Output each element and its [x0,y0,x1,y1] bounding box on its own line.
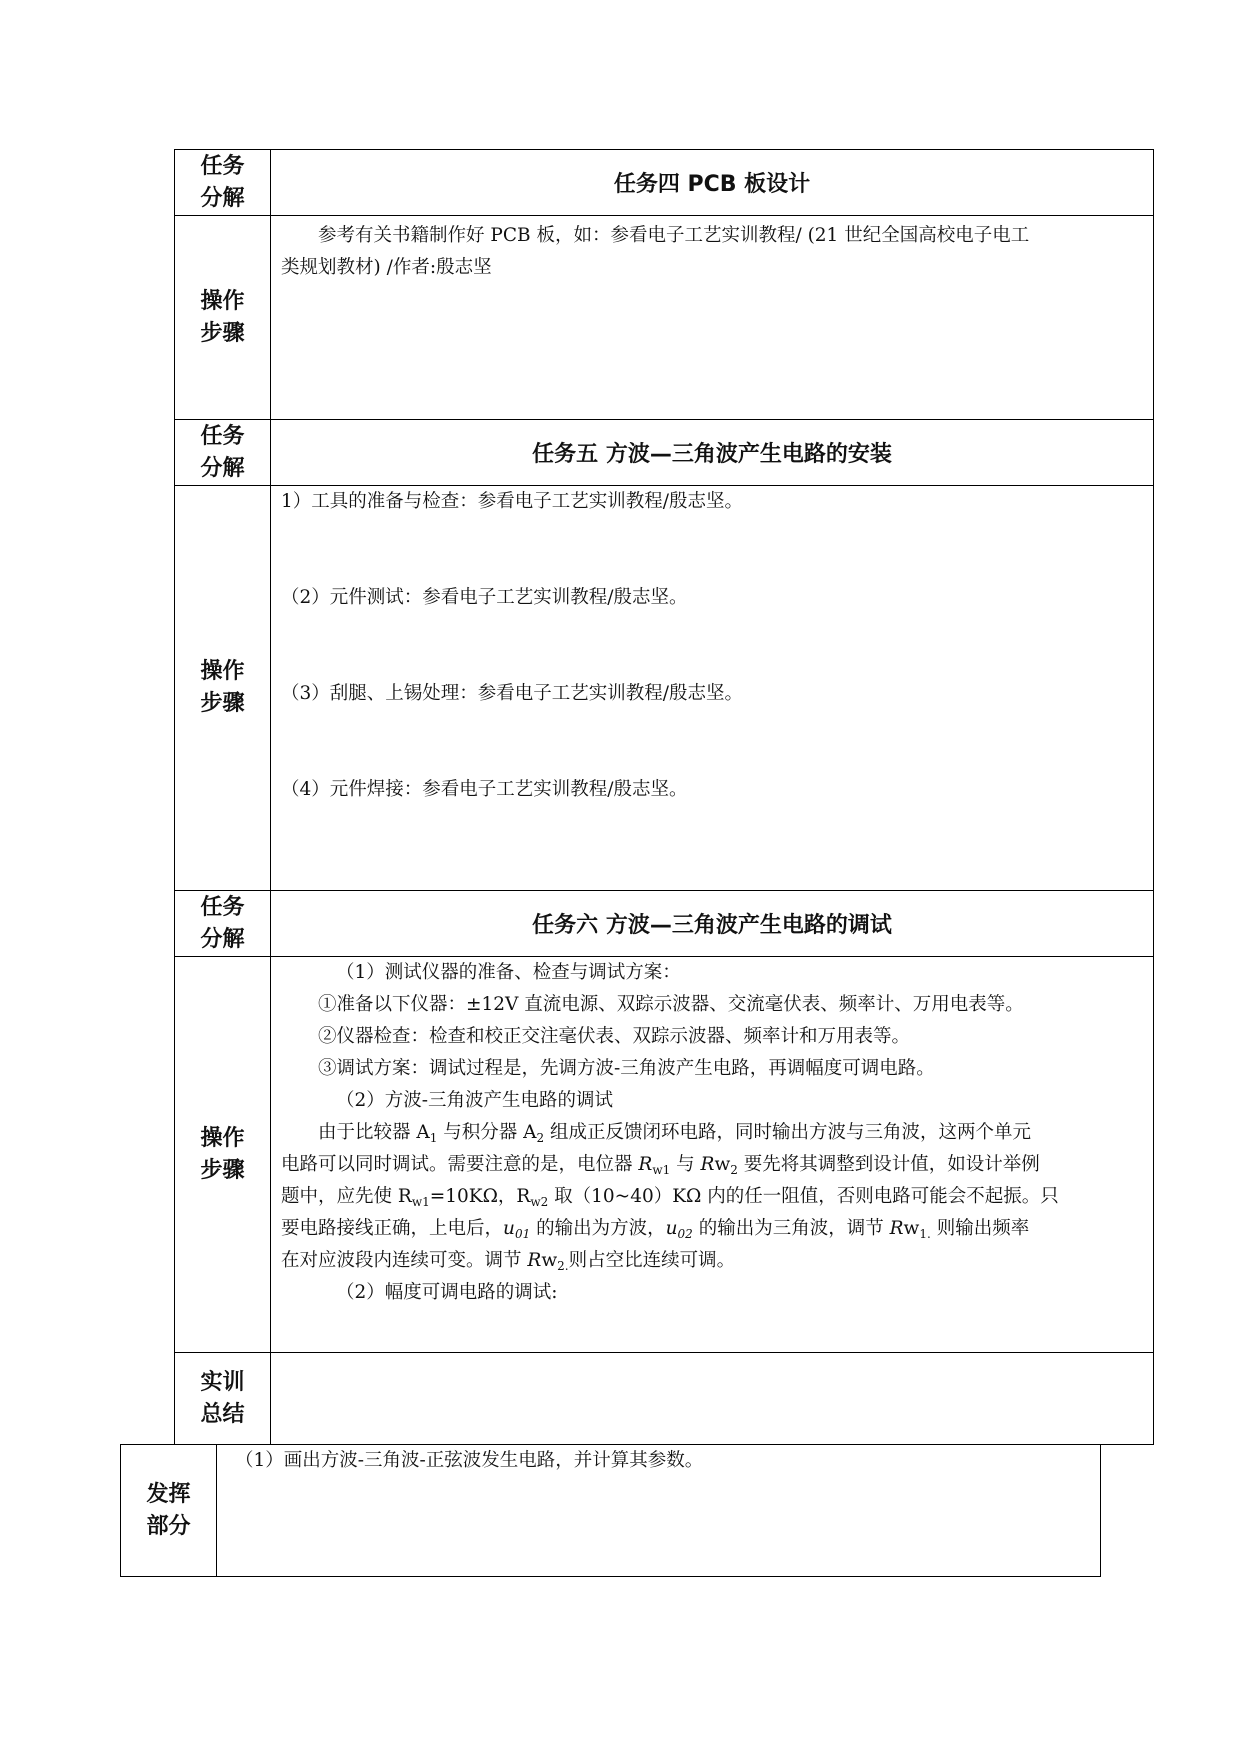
task6-line: （2）方波-三角波产生电路的调试 [336,1090,614,1111]
summary-content [270,1352,1154,1445]
label-line-2: 步骤 [200,691,245,716]
label-line-2: 分解 [200,455,245,481]
label-line-1: 发挥 [146,1481,191,1507]
task6-title-text: 任务六 方波—三角波产生电路的调试 [532,913,892,938]
task5-step-3: （3）刮腿、上锡处理：参看电子工艺实训教程/殷志坚。 [281,683,744,704]
task5-title [270,419,1154,485]
label-line-2: 分解 [200,185,245,211]
task6-title [270,890,1154,956]
label-line-1: 操作 [200,288,245,314]
task4-label [174,149,270,215]
task6-para-line-1: 由于比较器 $A_1$ 与积分器 $A_2$ 组成正反馈闭环电路，同时输出方波与三角波，这两个单元 [318,1122,1032,1145]
label-line-1: 任务 [200,153,245,179]
task6-para-line-2: 电路可以同时调试。需要注意的是，电位器 $R_{w1}$ 与 $Rw_2$ 要先将其调整到设计值，如设计举例 [281,1154,1040,1177]
label-line-1: 任务 [200,894,245,920]
task4-title [270,149,1154,215]
label-line-2: 部分 [146,1513,191,1539]
task6-para-line-4: 要电路接线正确，上电后，$u_{01}$ 的输出为方波，$u_{02}$ 的输出为三角波，调节 $Rw_{1.}$ 则输出频率 [281,1218,1030,1241]
task5-step-1: 1）工具的准备与检查：参看电子工艺实训教程/殷志坚。 [281,491,744,512]
label-line-1: 任务 [200,423,245,449]
task6-para-line-5: 在对应波段内连续可变。调节 $Rw_{2.}$则占空比连续可调。 [281,1250,736,1273]
task6-line: （1）测试仪器的准备、检查与调试方案： [336,962,681,983]
task4-steps [270,215,1154,419]
label-line-2: 步骤 [200,1157,245,1183]
task4-steps-label [174,215,270,419]
label-line-1: 实训 [200,1369,245,1395]
task5-title-text: 任务五 方波—三角波产生电路的安装 [532,442,892,467]
summary-label [174,1352,270,1445]
task5-steps [270,485,1154,890]
label-line-1: 操作 [200,659,245,684]
task6-line: ②仪器检查：检查和校正交注毫伏表、双踪示波器、频率计和万用表等。 [318,1026,911,1047]
task6-line: ③调试方案：调试过程是，先调方波-三角波产生电路，再调幅度可调电路。 [318,1058,935,1079]
task6-label [174,890,270,956]
label-line-1: 操作 [200,1125,245,1151]
task6-last-line: （2）幅度可调电路的调试: [336,1282,558,1303]
task4-title-text: 任务四 PCB 板设计 [613,172,811,197]
task5-step-2: （2）元件测试：参看电子工艺实训教程/殷志坚。 [281,587,688,608]
task5-label [174,419,270,485]
extension-content [216,1444,1101,1577]
extension-text: （1）画出方波-三角波-正弦波发生电路，并计算其参数。 [235,1450,704,1471]
extension-label [120,1444,216,1577]
label-line-2: 步骤 [200,320,245,346]
task6-para-line-3: 题中，应先使 $R_{w1}=10K\Omega$，$R_{w2}$ 取（10~40）KΩ 内的任一阻值，否则电路可能会不起振。只 [281,1186,1059,1209]
label-line-2: 总结 [200,1401,245,1427]
task6-line: ①准备以下仪器：±12V 直流电源、双踪示波器、交流毫伏表、频率计、万用电表等。 [318,994,1024,1015]
task4-step-line: 类规划教材) /作者:殷志坚 [281,257,492,278]
task4-step-line: 参考有关书籍制作好 PCB 板，如：参看电子工艺实训教程/ (21 世纪全国高校电子电工 [318,225,1030,246]
task6-steps [270,956,1154,1352]
task5-steps-label [174,485,270,890]
label-line-2: 分解 [200,926,245,952]
task5-step-4: （4）元件焊接：参看电子工艺实训教程/殷志坚。 [281,779,688,800]
task6-steps-label [174,956,270,1352]
